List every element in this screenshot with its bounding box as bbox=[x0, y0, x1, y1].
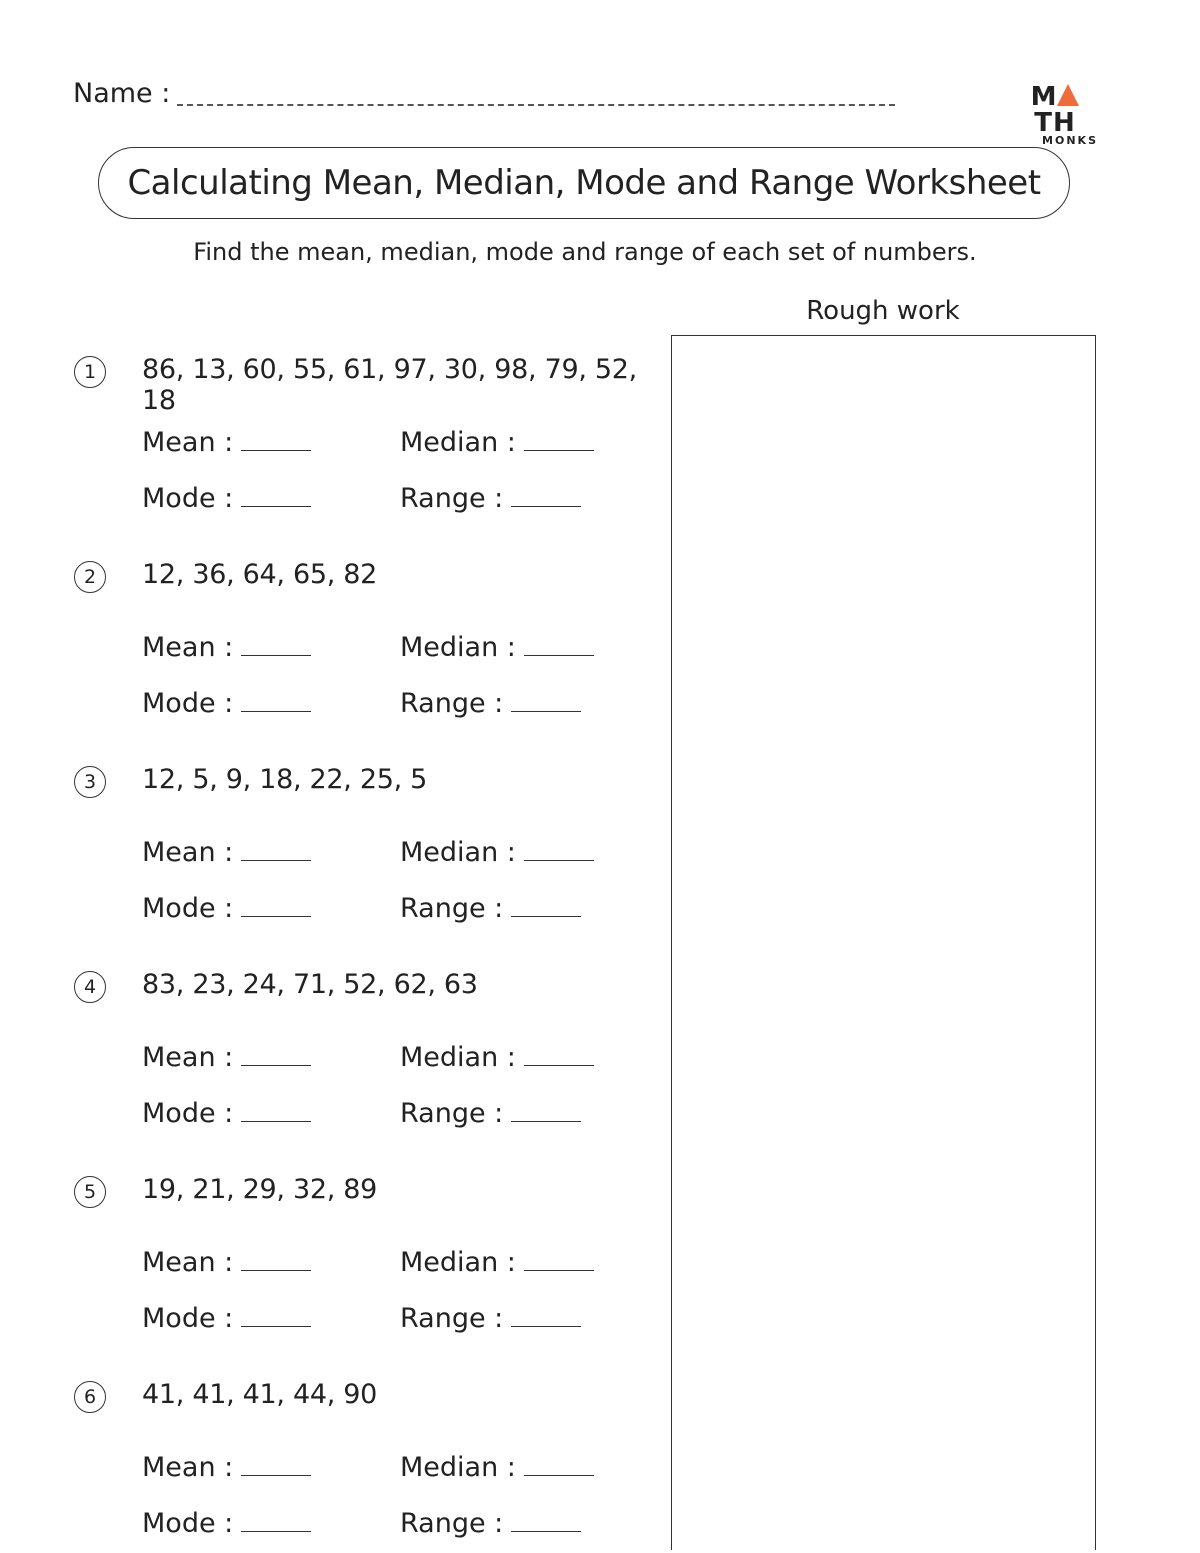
mode-answer-blank[interactable] bbox=[241, 710, 311, 712]
mean-answer-blank[interactable] bbox=[241, 1269, 311, 1271]
number-set: 12, 36, 64, 65, 82 bbox=[142, 559, 378, 590]
range-label: Range : bbox=[400, 1508, 504, 1539]
median-answer-blank[interactable] bbox=[524, 654, 594, 656]
problem-number-badge: 1 bbox=[74, 356, 106, 388]
number-set: 83, 23, 24, 71, 52, 62, 63 bbox=[142, 969, 478, 1000]
mean-label: Mean : bbox=[142, 632, 234, 663]
mean-field bbox=[142, 631, 311, 665]
mean-answer-blank[interactable] bbox=[241, 1474, 311, 1476]
median-answer-blank[interactable] bbox=[524, 859, 594, 861]
mode-field bbox=[142, 482, 311, 516]
range-answer-blank[interactable] bbox=[511, 710, 581, 712]
problem-6 bbox=[72, 1379, 652, 1547]
mode-field bbox=[142, 892, 311, 926]
median-field bbox=[400, 836, 594, 870]
mean-field bbox=[142, 1451, 311, 1485]
rough-work-label: Rough work bbox=[806, 296, 960, 326]
mode-answer-blank[interactable] bbox=[241, 915, 311, 917]
range-field bbox=[400, 482, 581, 516]
problem-4 bbox=[72, 969, 652, 1137]
problem-5 bbox=[72, 1174, 652, 1342]
number-set: 41, 41, 41, 44, 90 bbox=[142, 1379, 378, 1410]
range-label: Range : bbox=[400, 688, 504, 719]
name-field[interactable] bbox=[177, 104, 895, 106]
problem-number-badge: 4 bbox=[74, 971, 106, 1003]
number-set: 86, 13, 60, 55, 61, 97, 30, 98, 79, 52, 18 bbox=[142, 354, 637, 416]
mean-answer-blank[interactable] bbox=[241, 859, 311, 861]
problem-number-badge: 2 bbox=[74, 561, 106, 593]
mean-answer-blank[interactable] bbox=[241, 449, 311, 451]
median-label: Median : bbox=[400, 837, 516, 868]
mode-label: Mode : bbox=[142, 1098, 234, 1129]
median-field bbox=[400, 631, 594, 665]
median-field bbox=[400, 1451, 594, 1485]
range-answer-blank[interactable] bbox=[511, 505, 581, 507]
mode-answer-blank[interactable] bbox=[241, 1325, 311, 1327]
median-answer-blank[interactable] bbox=[524, 1474, 594, 1476]
mode-label: Mode : bbox=[142, 483, 234, 514]
range-label: Range : bbox=[400, 893, 504, 924]
mode-label: Mode : bbox=[142, 688, 234, 719]
logo-triangle-icon bbox=[1057, 84, 1079, 106]
problem-number-badge: 6 bbox=[74, 1381, 106, 1413]
median-label: Median : bbox=[400, 427, 516, 458]
title-banner bbox=[98, 147, 1070, 219]
range-answer-blank[interactable] bbox=[511, 915, 581, 917]
range-answer-blank[interactable] bbox=[511, 1530, 581, 1532]
median-answer-blank[interactable] bbox=[524, 449, 594, 451]
mean-field bbox=[142, 1041, 311, 1075]
mean-field bbox=[142, 426, 311, 460]
range-answer-blank[interactable] bbox=[511, 1325, 581, 1327]
mean-label: Mean : bbox=[142, 837, 234, 868]
problem-3 bbox=[72, 764, 652, 932]
range-label: Range : bbox=[400, 1098, 504, 1129]
median-field bbox=[400, 1041, 594, 1075]
mean-field bbox=[142, 1246, 311, 1280]
mean-label: Mean : bbox=[142, 427, 234, 458]
mode-answer-blank[interactable] bbox=[241, 505, 311, 507]
number-set: 19, 21, 29, 32, 89 bbox=[142, 1174, 378, 1205]
range-field bbox=[400, 1507, 581, 1541]
mode-label: Mode : bbox=[142, 1508, 234, 1539]
median-answer-blank[interactable] bbox=[524, 1269, 594, 1271]
mode-field bbox=[142, 1097, 311, 1131]
instructions: Find the mean, median, mode and range of each set of numbers. bbox=[193, 238, 977, 266]
mode-answer-blank[interactable] bbox=[241, 1120, 311, 1122]
range-field bbox=[400, 687, 581, 721]
mode-field bbox=[142, 1302, 311, 1336]
median-label: Median : bbox=[400, 632, 516, 663]
number-set: 12, 5, 9, 18, 22, 25, 5 bbox=[142, 764, 428, 795]
math-monks-logo: MTH MONKS bbox=[1030, 82, 1098, 147]
problem-number-badge: 3 bbox=[74, 766, 106, 798]
median-field bbox=[400, 426, 594, 460]
median-field bbox=[400, 1246, 594, 1280]
range-field bbox=[400, 892, 581, 926]
mean-label: Mean : bbox=[142, 1042, 234, 1073]
median-label: Median : bbox=[400, 1247, 516, 1278]
median-label: Median : bbox=[400, 1452, 516, 1483]
range-answer-blank[interactable] bbox=[511, 1120, 581, 1122]
mean-label: Mean : bbox=[142, 1452, 234, 1483]
rough-work-area[interactable] bbox=[671, 335, 1096, 1550]
mode-label: Mode : bbox=[142, 1303, 234, 1334]
mode-answer-blank[interactable] bbox=[241, 1530, 311, 1532]
range-field bbox=[400, 1097, 581, 1131]
mode-field bbox=[142, 1507, 311, 1541]
mode-label: Mode : bbox=[142, 893, 234, 924]
problem-2 bbox=[72, 559, 652, 727]
median-label: Median : bbox=[400, 1042, 516, 1073]
mean-answer-blank[interactable] bbox=[241, 654, 311, 656]
problem-1 bbox=[72, 354, 652, 522]
name-label: Name : bbox=[73, 78, 171, 109]
page-title: Calculating Mean, Median, Mode and Range Worksheet bbox=[127, 163, 1041, 203]
problem-number-badge: 5 bbox=[74, 1176, 106, 1208]
mode-field bbox=[142, 687, 311, 721]
range-field bbox=[400, 1302, 581, 1336]
mean-label: Mean : bbox=[142, 1247, 234, 1278]
range-label: Range : bbox=[400, 483, 504, 514]
median-answer-blank[interactable] bbox=[524, 1064, 594, 1066]
mean-answer-blank[interactable] bbox=[241, 1064, 311, 1066]
mean-field bbox=[142, 836, 311, 870]
range-label: Range : bbox=[400, 1303, 504, 1334]
